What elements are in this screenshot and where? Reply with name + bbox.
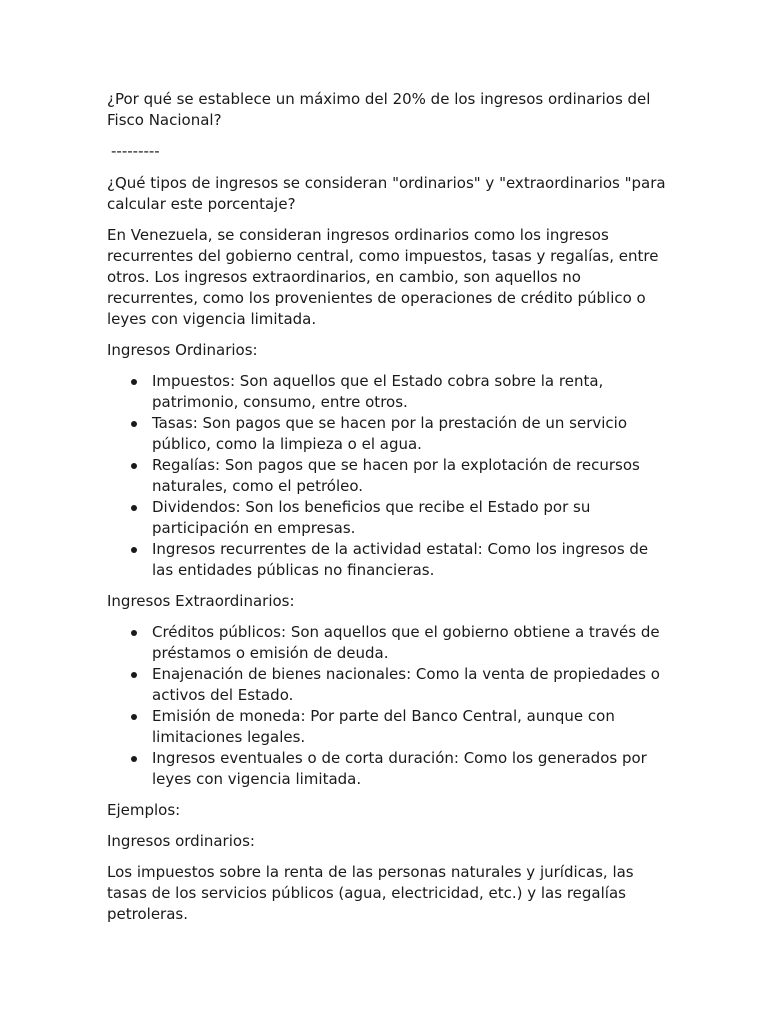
list-item: Impuestos: Son aquellos que el Estado cobra sobre la renta, patrimonio, consumo, entre otros. <box>152 371 667 413</box>
list-item: Ingresos recurrentes de la actividad estatal: Como los ingresos de las entidades públicas no financieras. <box>152 539 667 581</box>
list-item: Enajenación de bienes nacionales: Como la venta de propiedades o activos del Estado. <box>152 664 667 706</box>
separator-line: --------- <box>111 142 160 160</box>
extraordinary-income-list <box>107 622 667 790</box>
list-item: Créditos públicos: Son aquellos que el gobierno obtiene a través de préstamos o emisión de deuda. <box>152 622 667 664</box>
document-body <box>107 89 667 935</box>
question-2: ¿Qué tipos de ingresos se consideran "ordinarios" y "extraordinarios "para calcular este porcentaje? <box>107 174 666 213</box>
extraordinary-income-heading: Ingresos Extraordinarios: <box>107 592 295 610</box>
list-item: Ingresos eventuales o de corta duración: Como los generados por leyes con vigencia limitada. <box>152 748 667 790</box>
list-item: Tasas: Son pagos que se hacen por la prestación de un servicio público, como la limpieza o el agua. <box>152 413 667 455</box>
examples-heading: Ejemplos: <box>107 801 181 819</box>
examples-ordinary-heading: Ingresos ordinarios: <box>107 832 255 850</box>
question-1: ¿Por qué se establece un máximo del 20% de los ingresos ordinarios del Fisco Nacional? <box>107 90 651 129</box>
list-item: Dividendos: Son los beneficios que recibe el Estado por su participación en empresas. <box>152 497 667 539</box>
ordinary-income-list <box>107 371 667 581</box>
examples-ordinary-text: Los impuestos sobre la renta de las personas naturales y jurídicas, las tasas de los servicios públicos (agua, electricidad, etc.) y las regalías petroleras. <box>107 863 634 923</box>
list-item: Emisión de moneda: Por parte del Banco Central, aunque con limitaciones legales. <box>152 706 667 748</box>
list-item: Regalías: Son pagos que se hacen por la explotación de recursos naturales, como el petróleo. <box>152 455 667 497</box>
ordinary-income-heading: Ingresos Ordinarios: <box>107 341 258 359</box>
intro-paragraph: En Venezuela, se consideran ingresos ordinarios como los ingresos recurrentes del gobierno central, como impuestos, tasas y regalías, entre otros. Los ingresos extraordinarios, en cambio, son aquellos no recurrentes, como los provenientes de operaciones de crédito público o leyes con vigencia limitada. <box>107 226 659 328</box>
